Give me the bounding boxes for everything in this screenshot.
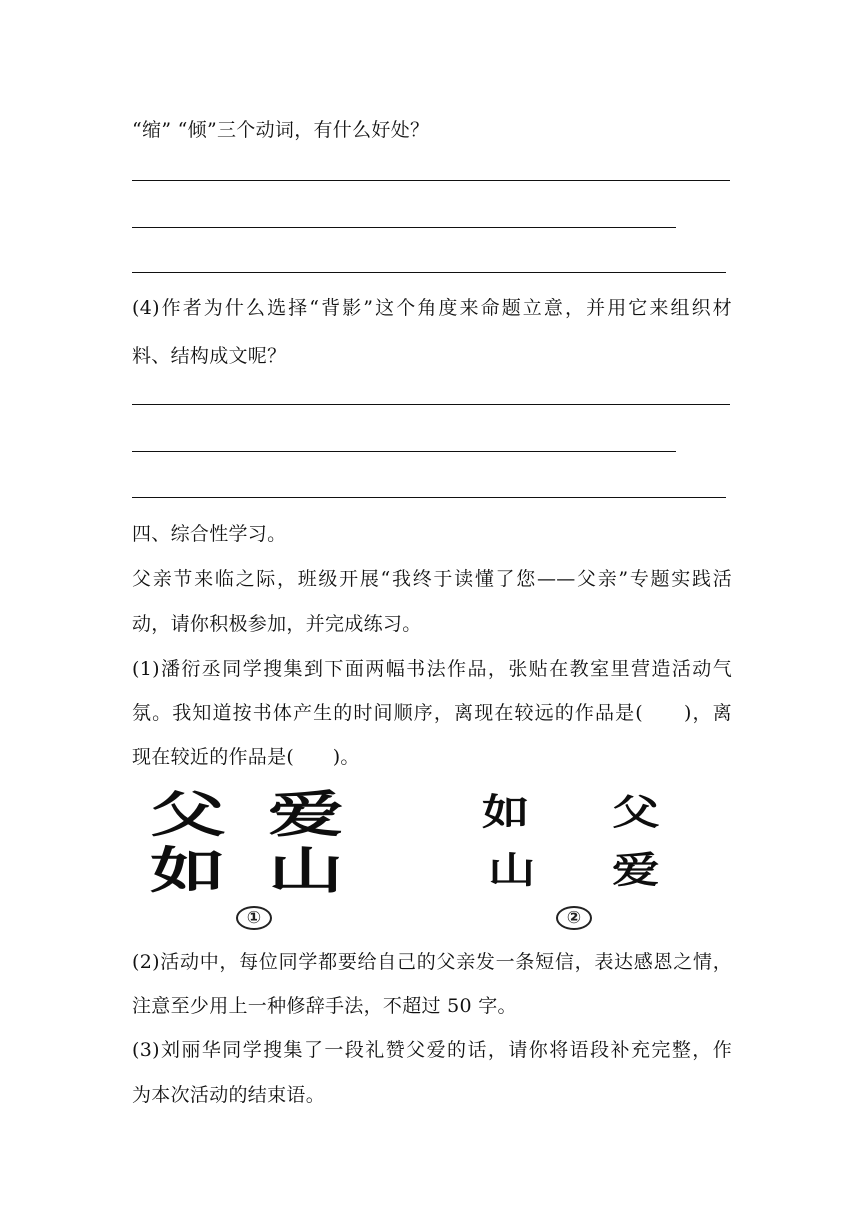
part1-line3: 现在较近的作品是( )。 <box>132 746 360 768</box>
calligraphy-char: 如 <box>150 841 226 900</box>
part3-line2: 为本次活动的结束语。 <box>132 1084 326 1106</box>
answer-line[interactable] <box>132 272 726 273</box>
intro-line2: 动，请你积极参加，并完成练习。 <box>132 613 422 635</box>
calligraphy-char: 父 <box>150 785 226 844</box>
answer-line[interactable] <box>132 180 730 181</box>
part2-line1: (2)活动中，每位同学都要给自己的父亲发一条短信，表达感恩之情， <box>132 951 732 973</box>
q4-prompt-line2: 料、结构成文呢？ <box>132 345 287 367</box>
calligraphy-char: 爱 <box>268 785 344 844</box>
answer-line[interactable] <box>132 451 676 452</box>
answer-line[interactable] <box>132 497 726 498</box>
work-label-1: ① <box>236 906 272 930</box>
calligraphy-char: 父 <box>612 790 660 833</box>
intro-line1: 父亲节来临之际，班级开展“我终于读懂了您——父亲”专题实践活 <box>132 568 732 590</box>
answer-line[interactable] <box>132 404 730 405</box>
part1-line2: 氛。我知道按书体产生的时间顺序，离现在较远的作品是( )，离 <box>132 702 732 724</box>
part2-line2: 注意至少用上一种修辞手法，不超过 50 字。 <box>132 995 517 1017</box>
part3-line1: (3)刘丽华同学搜集了一段礼赞父爱的话，请你将语段补充完整，作 <box>132 1039 732 1061</box>
calligraphy-char: 山 <box>488 848 536 891</box>
q4-prompt-line1: (4)作者为什么选择“背影”这个角度来命题立意，并用它来组织材 <box>132 297 732 319</box>
answer-line[interactable] <box>132 227 676 228</box>
section-title: 四、综合性学习。 <box>132 523 287 545</box>
calligraphy-char: 爱 <box>612 848 660 891</box>
q3-prompt-tail: “缩” “倾”三个动词，有什么好处？ <box>132 119 430 141</box>
calligraphy-char: 山 <box>268 841 344 900</box>
work-label-2: ② <box>556 906 592 930</box>
part1-line1: (1)潘衍丞同学搜集到下面两幅书法作品，张贴在教室里营造活动气 <box>132 658 732 680</box>
calligraphy-char: 如 <box>482 790 530 833</box>
